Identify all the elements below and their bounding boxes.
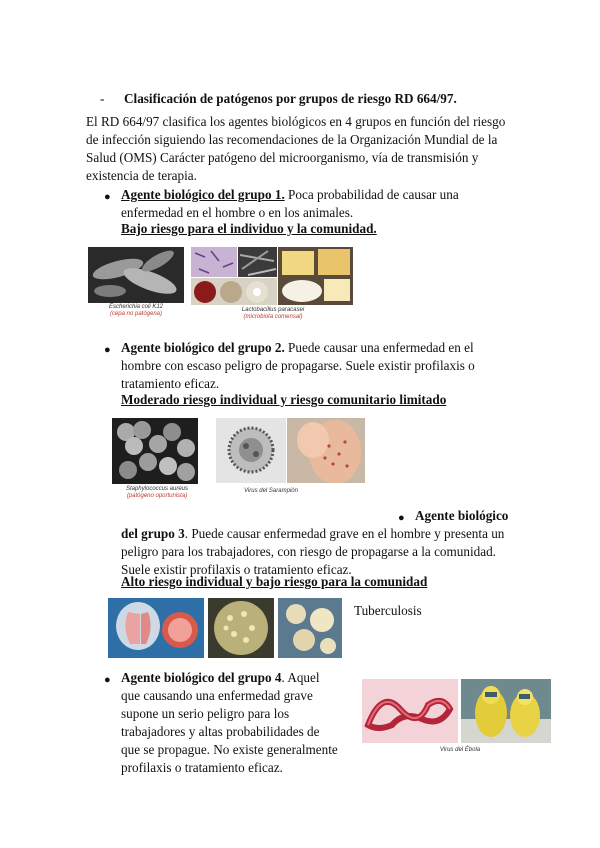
group4-line-6: profilaxis o tratamiento eficaz. [121, 760, 283, 775]
group4-line-1 [121, 669, 320, 687]
group1-risk: Bajo riesgo para el individuo y la comunidad. [121, 221, 377, 236]
caption-lactobacillus: Lactobacillus paracasei (microbiota comensal) [241, 307, 305, 320]
group2-line-1 [121, 339, 474, 357]
group3-line1-rest: . Puede causar enfermedad grave en el hombre y presenta un [184, 526, 505, 541]
group3-risk: Alto riesgo individual y bajo riesgo para la comunidad [121, 574, 428, 589]
group4-title: Agente biológico del grupo 4 [121, 670, 282, 685]
group4-line1-rest: . Aquel [281, 670, 320, 685]
caption-ebola: Virus del Ébola [439, 747, 481, 753]
caption-ecoli: Escherichia coli K12 (cepa no patógena) [108, 304, 164, 317]
group2-line1-rest: Puede causar una enfermedad en el [284, 340, 474, 355]
bullet-group1: ● [104, 191, 111, 203]
group3-line-2: peligro para los trabajadores, con riesgo de propagarse a la comunidad. [121, 544, 496, 559]
intro-line-2: de infección siguiendo las recomendaciones de la Organización Mundial de la [86, 132, 498, 147]
group2-title: Agente biológico del grupo 2. [121, 340, 285, 355]
page-heading: Clasificación de patógenos por grupos de riesgo RD 664/97. [124, 91, 457, 106]
group3-line-3: Suele existir profilaxis o tratamiento eficaz. [121, 562, 352, 577]
lactobacillus-stain-image [191, 247, 237, 277]
ecoli-image [88, 247, 184, 303]
caption-staphylococcus: Staphylococcus aureus (patógeno oportunista) [125, 486, 189, 499]
group3-title-part1: Agente biológico [415, 508, 509, 523]
measles-rash-image [287, 418, 365, 483]
group3-title-part2: del grupo 3 [121, 526, 185, 541]
lungs-illustration [108, 598, 204, 658]
measles-virus-image [216, 418, 286, 483]
group4-line-2: que causando una enfermedad grave [121, 688, 313, 703]
tuberculosis-label: Tuberculosis [354, 603, 422, 618]
bullet-group4: ● [104, 674, 111, 686]
tb-culture-plate-image [208, 598, 274, 658]
group2-risk: Moderado riesgo individual y riesgo comunitario limitado [121, 392, 447, 407]
group4-line-4: trabajadores y altas probabilidades de [121, 724, 320, 739]
bullet-group2: ● [104, 344, 111, 356]
group3-line-1 [121, 525, 504, 543]
group1-line-1 [121, 186, 459, 204]
group4-line-3: supone un serio peligro para los [121, 706, 290, 721]
tb-colonies-image [278, 598, 342, 658]
bullet-group3: ● [398, 512, 405, 524]
group4-line-5: que se propague. No existe generalmente [121, 742, 338, 757]
group1-line1-rest: Poca probabilidad de causar una [284, 187, 459, 202]
intro-line-3: Salud (OMS) Carácter patógeno del microorganismo, vía de transmisión y [86, 150, 479, 165]
caption-measles: Virus del Sarampión [244, 488, 298, 494]
group2-line-3: tratamiento eficaz. [121, 376, 220, 391]
group1-line-2: enfermedad en el hombre o en los animales. [121, 205, 354, 220]
group1-title: Agente biológico del grupo 1. [121, 187, 285, 202]
staphylococcus-image [112, 418, 198, 484]
culture-plates-image [191, 278, 277, 305]
intro-line-1: El RD 664/97 clasifica los agentes biológicos en 4 grupos en función del riesgo [86, 114, 506, 129]
lactobacillus-sem-image [238, 247, 277, 277]
cheese-image [278, 247, 353, 305]
heading-dash: - [100, 91, 105, 106]
hazmat-workers-image [461, 679, 551, 743]
intro-line-4: existencia de terapia. [86, 168, 197, 183]
group2-line-2: hombre con escaso peligro de propagarse. Suele existir profilaxis o [121, 358, 475, 373]
ebola-virus-image [362, 679, 458, 743]
